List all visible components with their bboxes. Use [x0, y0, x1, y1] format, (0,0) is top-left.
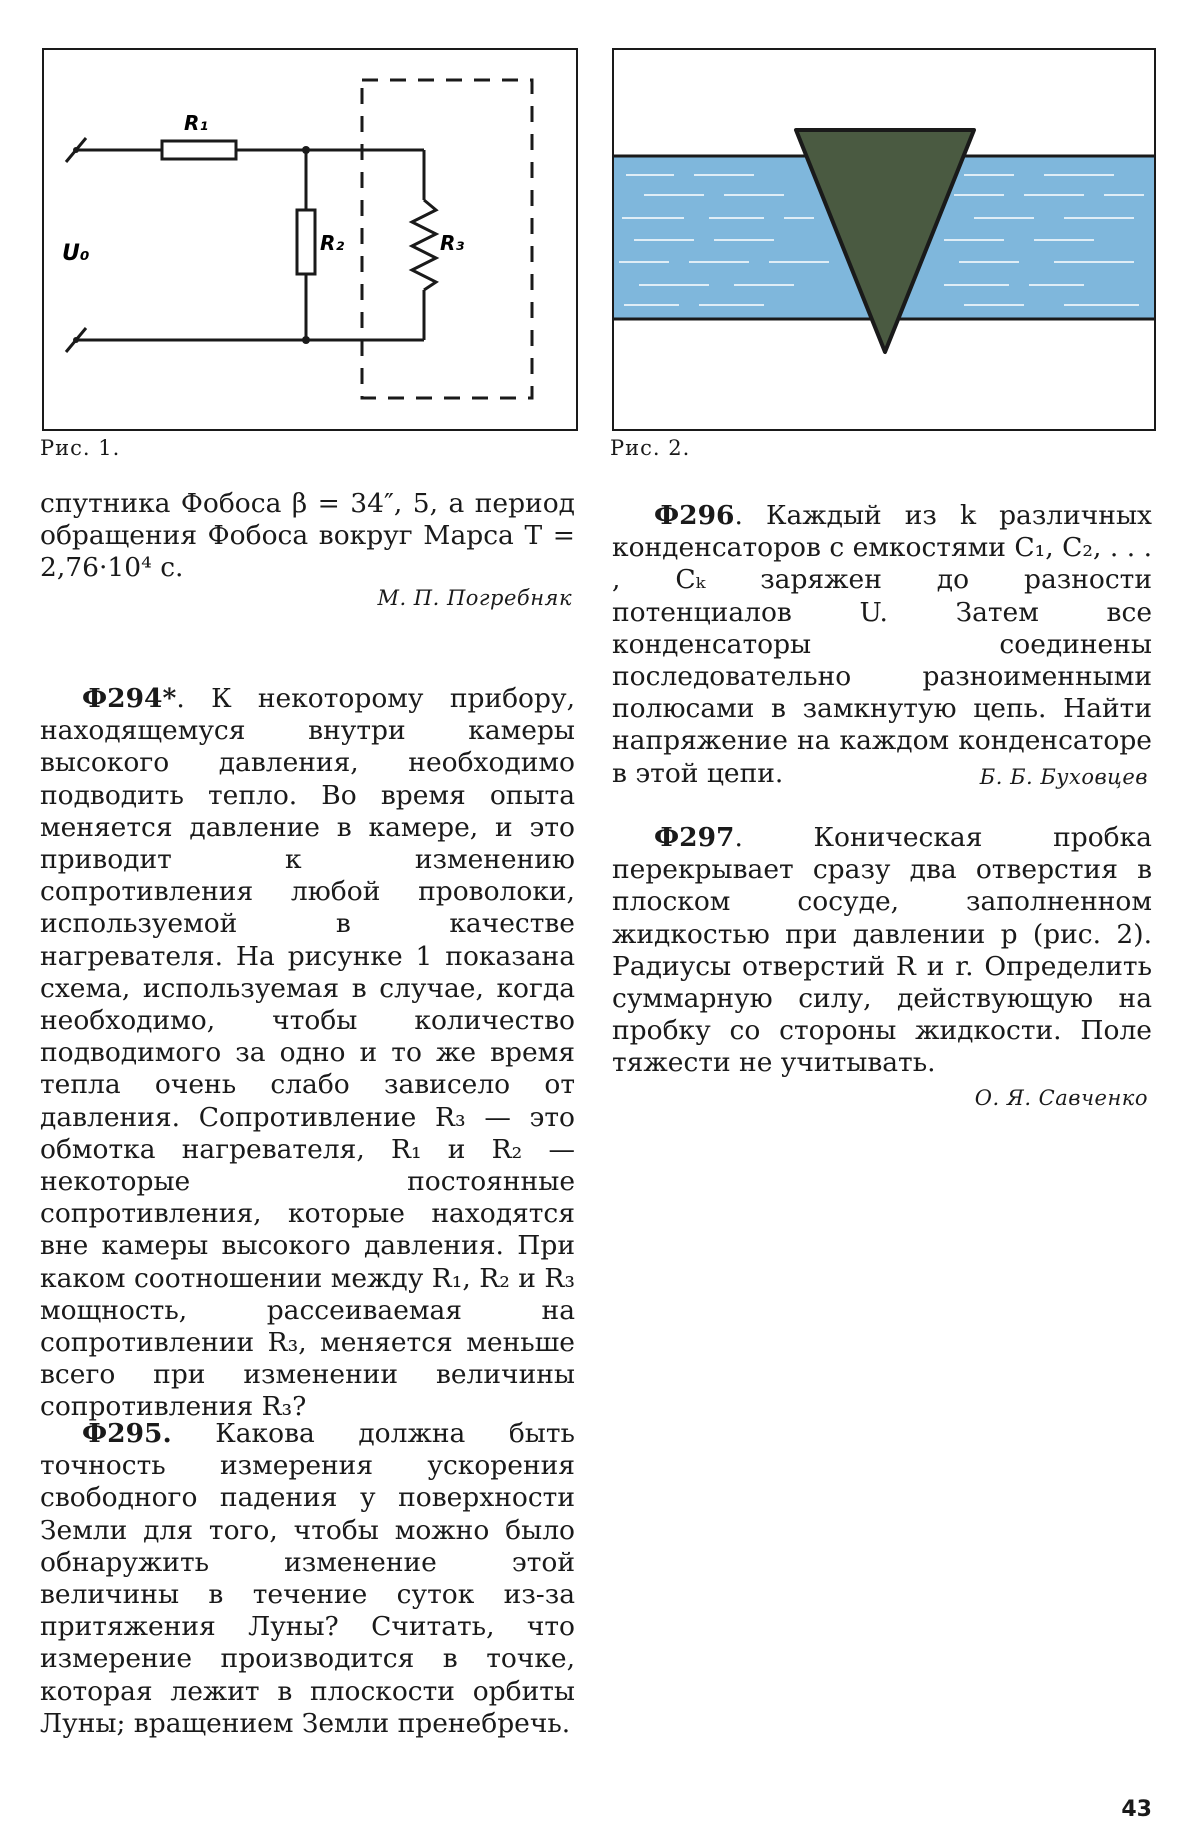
- author-pogrebnyak: М. П. Погребняк: [377, 586, 572, 610]
- problem-f297: [612, 822, 1152, 1080]
- problem-number: Ф296: [654, 500, 735, 531]
- resistor-r3: [412, 200, 436, 290]
- problem-f296: [612, 500, 1152, 790]
- page-number: 43: [1121, 1797, 1152, 1822]
- problem-f295: [40, 1418, 575, 1740]
- author-bukhovtsev: Б. Б. Буховцев: [979, 765, 1148, 789]
- label-r3: R₃: [440, 231, 465, 255]
- circuit-diagram: [44, 50, 576, 429]
- figure-2-caption: Рис. 2.: [610, 436, 691, 460]
- label-r1: R₁: [184, 111, 209, 135]
- problem-number: Ф297: [654, 822, 735, 853]
- label-u0: U₀: [62, 241, 90, 266]
- figure-1-circuit: [42, 48, 578, 431]
- problem-text: . Коническая пробка перекрывает сразу два отверстия в плоском сосуде, заполненном жидкостью при давлении p (рис. 2). Радиусы отверстий R и r. Определить суммарную силу, действующую на пробку со стороны жидкости. Поле тяжести не учитывать.: [612, 822, 1152, 1079]
- continuation-text: спутника Фобоса β = 34″, 5, а период обращения Фобоса вокруг Марса T = 2,76·10⁴ с.: [40, 488, 575, 584]
- resistor-r1: [162, 141, 236, 159]
- author-savchenko: О. Я. Савченко: [974, 1086, 1148, 1110]
- cork-diagram: [614, 50, 1154, 429]
- problem-number: Ф295.: [82, 1418, 172, 1449]
- problem-number: Ф294*: [82, 683, 177, 714]
- problem-text: Какова должна быть точность измерения ускорения свободного падения у поверхности Земли для того, чтобы можно было обнаружить изменение этой величины в течение суток из-за притяжения Луны? Считать, что измерение производится в точке, которая лежит в плоскости орбиты Луны; вращением Земли пренебречь.: [40, 1418, 575, 1739]
- figure-1-caption: Рис. 1.: [40, 436, 121, 460]
- problem-text: . К некоторому прибору, находящемуся внутри камеры высокого давления, необходимо подводить тепло. Во время опыта меняется давление в камере, и это приводит к изменению сопротивления любой проволоки, используемой в качестве нагревателя. На рисунке 1 показана схема, используемая в случае, когда необходимо, чтобы количество подводимого за одно и то же время тепла очень слабо зависело от давления. Сопротивление R₃ — это обмотка нагревателя, R₁ и R₂ — некоторые постоянные сопротивления, которые находятся вне камеры высокого давления. При каком соотношении между R₁, R₂ и R₃ мощность, рассеиваемая на сопротивлении R₃, меняется меньше всего при изменении величины сопротивления R₃?: [40, 683, 575, 1423]
- figure-2-cork: [612, 48, 1156, 431]
- label-r2: R₂: [320, 231, 345, 255]
- resistor-r2: [297, 210, 315, 274]
- problem-text: . Каждый из k различных конденсаторов с емкостями C₁, C₂, . . . , Cₖ заряжен до разности потенциалов U. Затем все конденсаторы соединены последовательно разноименными полюсами в замкнутую цепь. Найти напряжение на каждом конденсаторе в этой цепи.: [612, 500, 1152, 789]
- problem-f294: [40, 683, 575, 1424]
